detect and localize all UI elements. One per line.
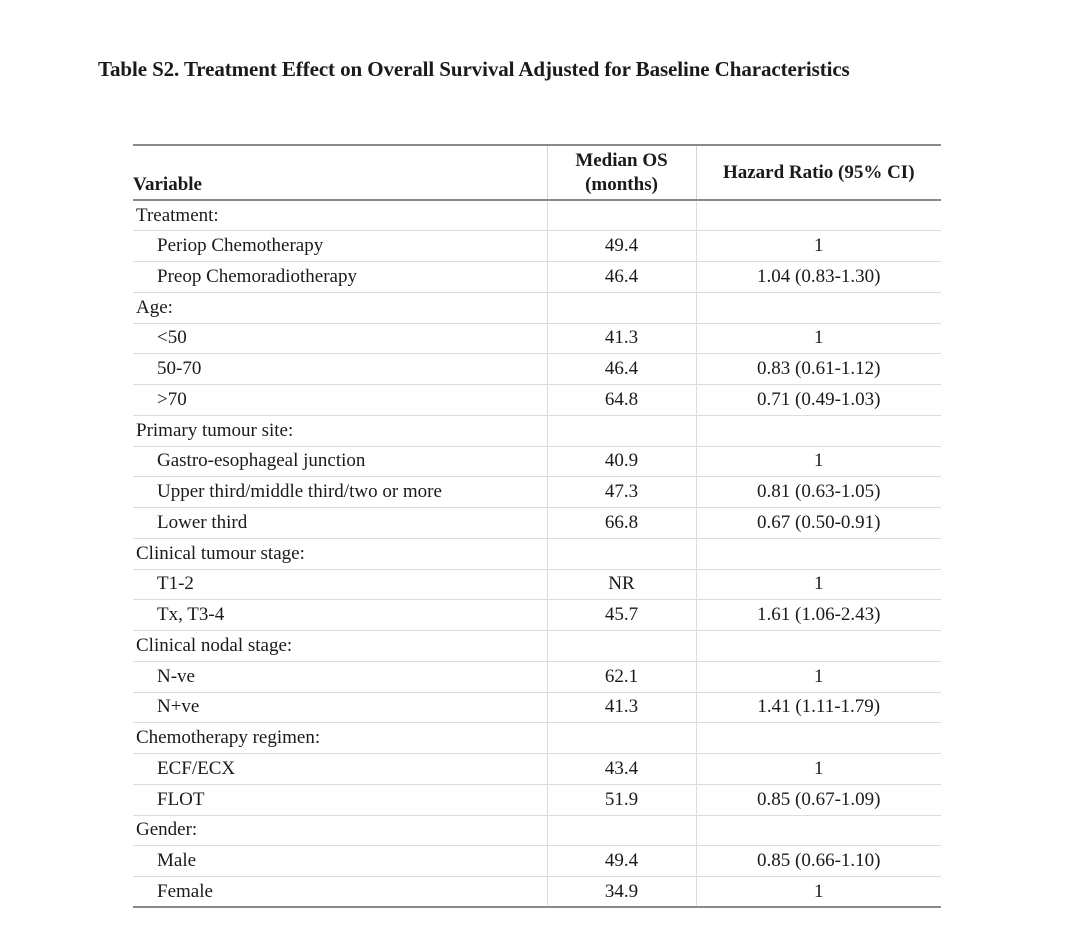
table-row bbox=[133, 661, 941, 692]
table-group-row bbox=[133, 292, 941, 323]
table-row bbox=[133, 354, 941, 385]
table-group-row bbox=[133, 631, 941, 662]
hazard-ratio-cell bbox=[696, 200, 941, 231]
variable-cell: FLOT bbox=[133, 784, 547, 815]
table-row bbox=[133, 508, 941, 539]
median-os-cell: 45.7 bbox=[547, 600, 696, 631]
header-hazard-ratio: Hazard Ratio (95% CI) bbox=[696, 145, 941, 200]
variable-cell: ECF/ECX bbox=[133, 754, 547, 785]
variable-cell: Gender: bbox=[133, 815, 547, 846]
median-os-cell bbox=[547, 631, 696, 662]
hazard-ratio-cell: 1.41 (1.11-1.79) bbox=[696, 692, 941, 723]
table-group-row bbox=[133, 415, 941, 446]
table-row bbox=[133, 784, 941, 815]
median-os-cell bbox=[547, 292, 696, 323]
table-header bbox=[133, 145, 941, 200]
median-os-cell: 49.4 bbox=[547, 231, 696, 262]
hazard-ratio-cell bbox=[696, 415, 941, 446]
variable-cell: Gastro-esophageal junction bbox=[133, 446, 547, 477]
hazard-ratio-cell: 0.81 (0.63-1.05) bbox=[696, 477, 941, 508]
median-os-cell: 49.4 bbox=[547, 846, 696, 877]
table-row bbox=[133, 323, 941, 354]
variable-cell: >70 bbox=[133, 385, 547, 416]
variable-cell: Clinical tumour stage: bbox=[133, 538, 547, 569]
table-row bbox=[133, 569, 941, 600]
hazard-ratio-cell: 1 bbox=[696, 323, 941, 354]
variable-cell: Tx, T3-4 bbox=[133, 600, 547, 631]
hazard-ratio-cell: 0.85 (0.67-1.09) bbox=[696, 784, 941, 815]
table-row bbox=[133, 877, 941, 908]
table-row bbox=[133, 600, 941, 631]
variable-cell: Chemotherapy regimen: bbox=[133, 723, 547, 754]
variable-cell: <50 bbox=[133, 323, 547, 354]
hazard-ratio-cell: 1.04 (0.83-1.30) bbox=[696, 262, 941, 293]
hazard-ratio-cell: 1 bbox=[696, 661, 941, 692]
hazard-ratio-cell bbox=[696, 538, 941, 569]
median-os-cell bbox=[547, 415, 696, 446]
median-os-cell: 51.9 bbox=[547, 784, 696, 815]
table-row bbox=[133, 846, 941, 877]
table-group-row bbox=[133, 538, 941, 569]
median-os-cell bbox=[547, 538, 696, 569]
variable-cell: N+ve bbox=[133, 692, 547, 723]
hazard-ratio-cell bbox=[696, 815, 941, 846]
table-group-row bbox=[133, 723, 941, 754]
median-os-cell bbox=[547, 815, 696, 846]
hazard-ratio-cell: 1 bbox=[696, 231, 941, 262]
table-row bbox=[133, 446, 941, 477]
header-variable: Variable bbox=[133, 145, 547, 200]
median-os-cell: 34.9 bbox=[547, 877, 696, 908]
median-os-cell: 41.3 bbox=[547, 692, 696, 723]
variable-cell: T1-2 bbox=[133, 569, 547, 600]
header-row bbox=[133, 145, 941, 200]
hazard-ratio-cell: 1 bbox=[696, 877, 941, 908]
variable-cell: Clinical nodal stage: bbox=[133, 631, 547, 662]
median-os-cell: 46.4 bbox=[547, 354, 696, 385]
median-os-cell bbox=[547, 723, 696, 754]
median-os-cell: 66.8 bbox=[547, 508, 696, 539]
hazard-ratio-cell bbox=[696, 292, 941, 323]
variable-cell: N-ve bbox=[133, 661, 547, 692]
median-os-cell: 64.8 bbox=[547, 385, 696, 416]
median-os-cell: 40.9 bbox=[547, 446, 696, 477]
table-title: Table S2. Treatment Effect on Overall Survival Adjusted for Baseline Characteristics bbox=[98, 57, 850, 81]
hazard-ratio-cell: 1 bbox=[696, 446, 941, 477]
table-group-row bbox=[133, 815, 941, 846]
table-row bbox=[133, 754, 941, 785]
variable-cell: Upper third/middle third/two or more bbox=[133, 477, 547, 508]
table-row bbox=[133, 692, 941, 723]
header-median-os bbox=[547, 145, 696, 200]
variable-cell: 50-70 bbox=[133, 354, 547, 385]
hazard-ratio-cell bbox=[696, 723, 941, 754]
table-row bbox=[133, 477, 941, 508]
hazard-ratio-cell bbox=[696, 631, 941, 662]
variable-cell: Lower third bbox=[133, 508, 547, 539]
variable-cell: Preop Chemoradiotherapy bbox=[133, 262, 547, 293]
median-os-cell bbox=[547, 200, 696, 231]
hazard-ratio-cell: 0.67 (0.50-0.91) bbox=[696, 508, 941, 539]
median-os-cell: 47.3 bbox=[547, 477, 696, 508]
hazard-ratio-cell: 1.61 (1.06-2.43) bbox=[696, 600, 941, 631]
hazard-ratio-cell: 0.83 (0.61-1.12) bbox=[696, 354, 941, 385]
variable-cell: Female bbox=[133, 877, 547, 908]
table-body bbox=[133, 200, 941, 907]
median-os-cell: 46.4 bbox=[547, 262, 696, 293]
hazard-ratio-cell: 0.85 (0.66-1.10) bbox=[696, 846, 941, 877]
hazard-ratio-cell: 1 bbox=[696, 569, 941, 600]
variable-cell: Male bbox=[133, 846, 547, 877]
median-os-cell: 62.1 bbox=[547, 661, 696, 692]
variable-cell: Treatment: bbox=[133, 200, 547, 231]
variable-cell: Periop Chemotherapy bbox=[133, 231, 547, 262]
variable-cell: Primary tumour site: bbox=[133, 415, 547, 446]
variable-cell: Age: bbox=[133, 292, 547, 323]
table-row bbox=[133, 262, 941, 293]
table-row bbox=[133, 231, 941, 262]
table-row bbox=[133, 385, 941, 416]
header-median-os-line1: Median OS bbox=[575, 149, 668, 171]
results-table bbox=[133, 144, 941, 908]
table-group-row bbox=[133, 200, 941, 231]
hazard-ratio-cell: 0.71 (0.49-1.03) bbox=[696, 385, 941, 416]
median-os-cell: 43.4 bbox=[547, 754, 696, 785]
hazard-ratio-cell: 1 bbox=[696, 754, 941, 785]
header-median-os-line2: (months) bbox=[585, 173, 658, 195]
median-os-cell: 41.3 bbox=[547, 323, 696, 354]
median-os-cell: NR bbox=[547, 569, 696, 600]
